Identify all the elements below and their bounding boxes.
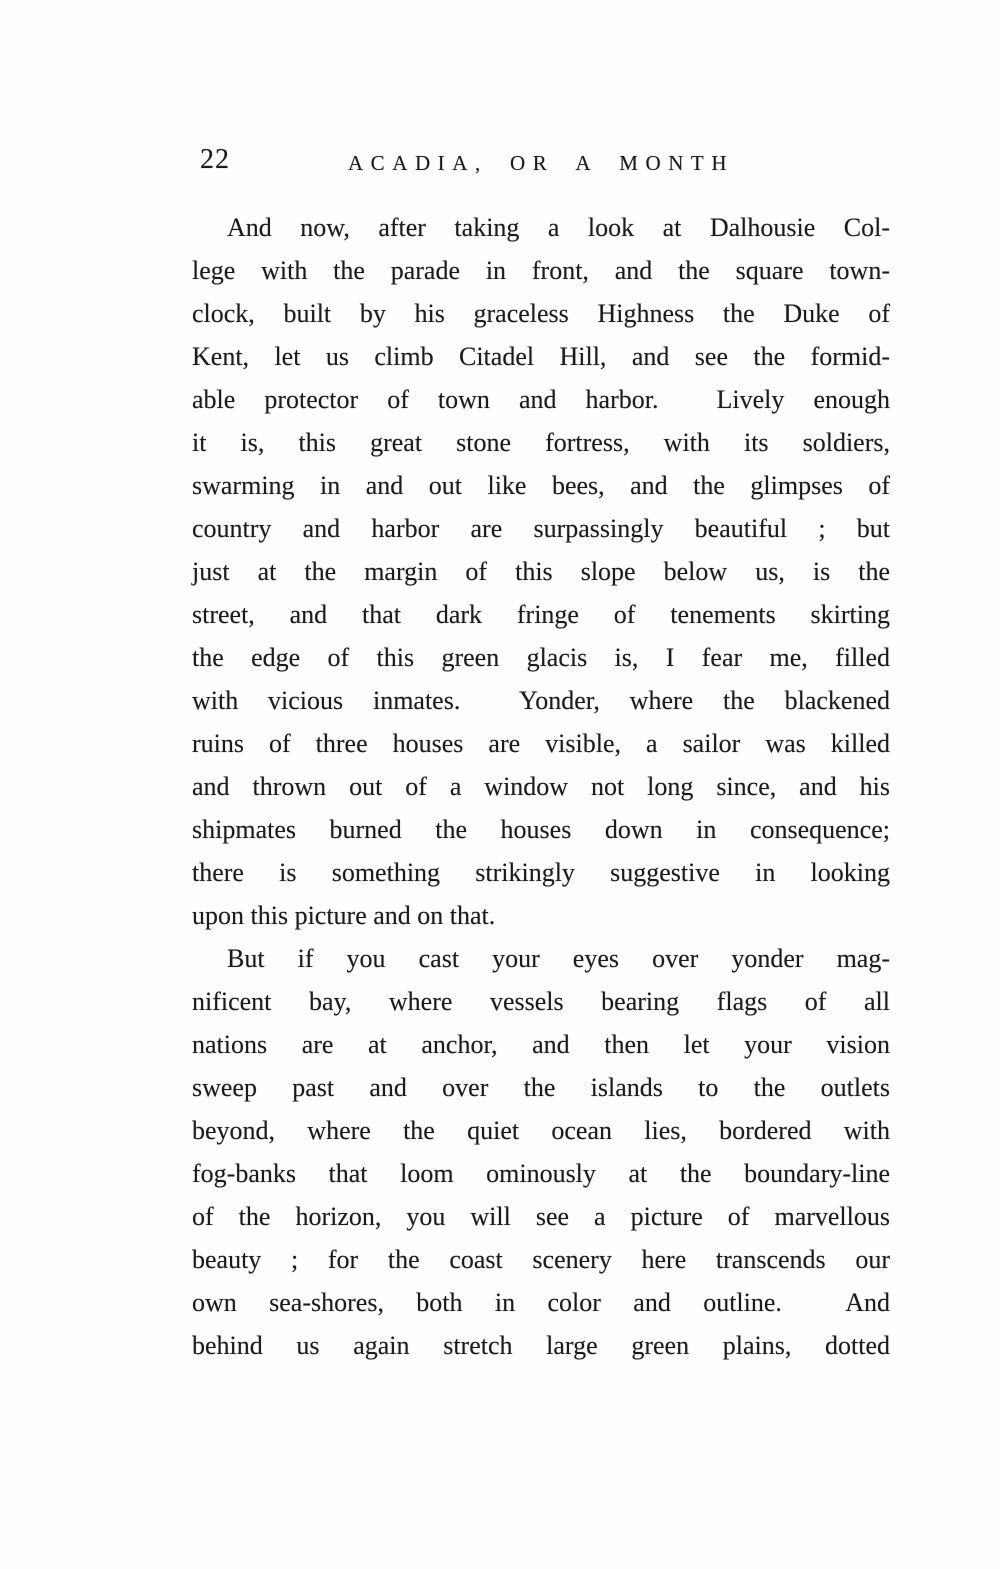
text-line: But if you cast your eyes over yonder mag- xyxy=(227,944,890,973)
page-number: 22 xyxy=(200,144,230,175)
text-line: lege with the parade in front, and the square town- xyxy=(192,256,890,285)
text-line: just at the margin of this slope below us, is the xyxy=(192,557,890,586)
text-line: beauty ; for the coast scenery here transcends our xyxy=(192,1245,890,1274)
running-header: ACADIA, OR A MONTH xyxy=(347,151,735,175)
text-line: it is, this great stone fortress, with its soldiers, xyxy=(192,428,890,457)
text-line: and thrown out of a window not long since, and his xyxy=(192,772,890,801)
text-line: And now, after taking a look at Dalhousie Col- xyxy=(227,213,890,242)
paragraph xyxy=(192,937,890,1367)
text-line: shipmates burned the houses down in consequence; xyxy=(192,815,890,844)
body-text xyxy=(192,206,890,1367)
text-line: sweep past and over the islands to the outlets xyxy=(192,1073,890,1102)
text-line: nificent bay, where vessels bearing flags of all xyxy=(192,987,890,1016)
text-line: the edge of this green glacis is, I fear me, filled xyxy=(192,643,890,672)
text-line: behind us again stretch large green plains, dotted xyxy=(192,1331,890,1360)
text-line: able protector of town and harbor. Lively enough xyxy=(192,385,890,414)
text-line: street, and that dark fringe of tenements skirting xyxy=(192,600,890,629)
text-line: of the horizon, you will see a picture of marvellous xyxy=(192,1202,890,1231)
text-line: upon this picture and on that. xyxy=(192,901,496,930)
text-line: Kent, let us climb Citadel Hill, and see the formid- xyxy=(192,342,890,371)
text-line: with vicious inmates. Yonder, where the blackened xyxy=(192,686,890,715)
text-line: country and harbor are surpassingly beautiful ; but xyxy=(192,514,890,543)
text-line: nations are at anchor, and then let your vision xyxy=(192,1030,890,1059)
text-line: swarming in and out like bees, and the glimpses of xyxy=(192,471,890,500)
text-line: fog-banks that loom ominously at the boundary-line xyxy=(192,1159,890,1188)
paragraph xyxy=(192,206,890,937)
text-line: ruins of three houses are visible, a sailor was killed xyxy=(192,729,890,758)
text-line: clock, built by his graceless Highness the Duke of xyxy=(192,299,890,328)
text-line: own sea-shores, both in color and outline. And xyxy=(192,1288,890,1317)
text-line: beyond, where the quiet ocean lies, bordered with xyxy=(192,1116,890,1145)
text-line: there is something strikingly suggestive in looking xyxy=(192,858,890,887)
